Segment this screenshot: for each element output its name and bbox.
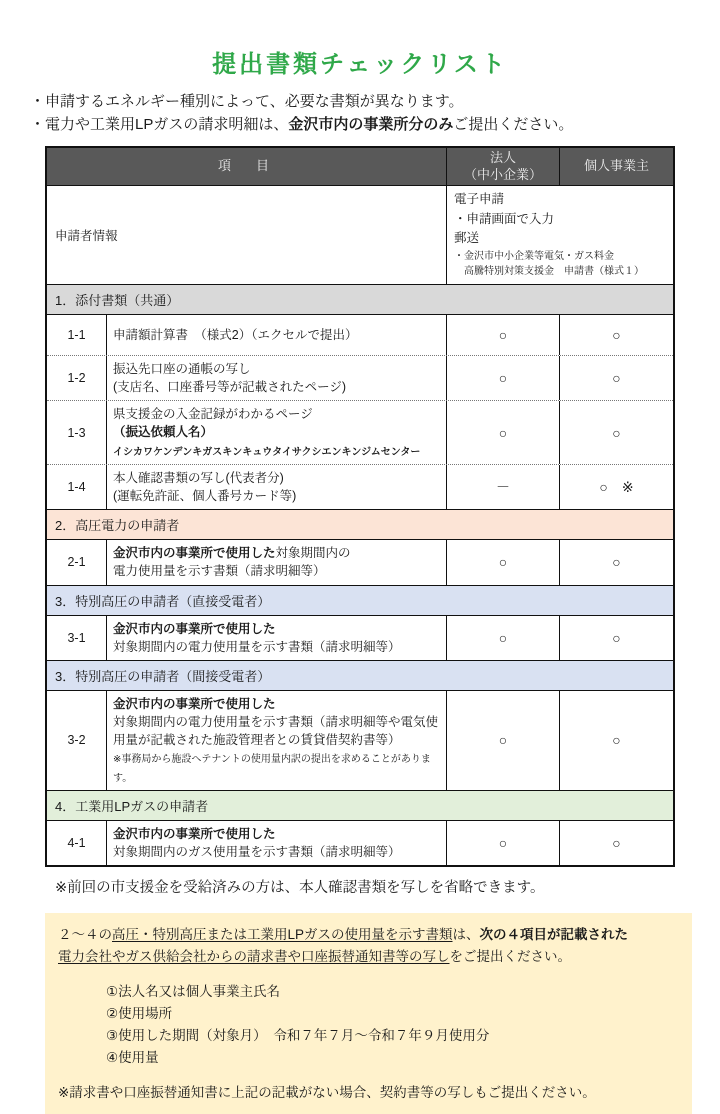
description-line <box>113 825 440 843</box>
notice-line <box>58 1003 679 1025</box>
description-line <box>113 544 440 562</box>
table-sections <box>47 284 673 865</box>
text-segment: 対象期間内のガス使用量を示す書類（請求明細等） <box>113 845 401 860</box>
table-row <box>47 314 673 355</box>
corporation-mark: ○ <box>447 691 560 790</box>
applicant-method-line: 電子申請 <box>454 192 505 207</box>
table-row <box>47 690 673 790</box>
col-header-corporation <box>447 148 560 185</box>
intro-bullet <box>30 91 720 114</box>
text-segment: (運転免許証、個人番号カード等) <box>113 489 297 504</box>
text-segment: 対象期間内の電力使用量を示す書類（請求明細等や電気使用量が記載された施設管理者との賃貸借契約書等） <box>113 714 439 747</box>
section-header: 1．添付書類（共通） <box>47 284 673 314</box>
text-segment: 電力使用量を示す書類（請求明細等） <box>113 564 326 579</box>
row-description <box>107 821 447 865</box>
notice-box <box>45 913 692 1114</box>
row-code: 4-1 <box>47 821 107 865</box>
applicant-method-line: ・金沢市中小企業等電気・ガス料金 <box>454 250 614 262</box>
notice-line <box>58 968 679 981</box>
text-segment: 申請額計算書 （様式2）（エクセルで提出） <box>113 327 358 342</box>
row-code: 1-3 <box>47 401 107 464</box>
text-segment: ※請求書や口座振替通知書に上記の記載がない場合、契約書等の写しもご提出ください。 <box>58 1084 596 1100</box>
description-line <box>113 843 440 861</box>
row-description <box>107 616 447 660</box>
text-segment: （振込依頼人名） <box>113 425 214 440</box>
description-line <box>113 469 440 487</box>
notice-line <box>58 1082 679 1104</box>
notice-line <box>58 946 679 968</box>
text-segment: 金沢市内の事業所分のみ <box>288 115 454 133</box>
text-segment: 金沢市内の事業所で使用した <box>113 696 276 711</box>
notice-line <box>58 1047 679 1069</box>
individual-mark: ○ <box>612 554 621 571</box>
table-row <box>47 464 673 509</box>
text-segment: ※事務局から施設へテナントの使用量内訳の提出を求めることがあります。 <box>113 754 431 784</box>
section-header: 3．特別高圧の申請者（間接受電者） <box>47 660 673 690</box>
text-segment: (支店名、口座番号等が記載されたページ) <box>113 380 347 395</box>
table-row <box>47 820 673 865</box>
individual-mark: ○ <box>612 732 621 749</box>
description-line <box>113 378 440 396</box>
document-page <box>0 44 720 1114</box>
row-description <box>107 356 447 400</box>
text-segment: イシカワケンデンキガスキンキュウタイサクシエンキンジムセンター <box>113 446 421 458</box>
text-segment: は、 <box>452 927 480 943</box>
individual-mark: ○ <box>612 629 621 646</box>
description-line <box>113 562 440 580</box>
applicant-method-line: ・申請画面で入力 <box>454 211 555 226</box>
table-row <box>47 615 673 660</box>
individual-mark: ○ <box>612 327 621 343</box>
corporation-mark: ○ <box>447 356 560 400</box>
footnote: ※前回の市支援金を受給済みの方は、本人確認書類を写しを省略できます。 <box>55 880 545 897</box>
row-description <box>107 315 447 355</box>
row-description <box>107 401 447 464</box>
individual-mark: ○ <box>612 835 621 852</box>
applicant-method-line: 郵送 <box>454 231 480 246</box>
row-description <box>107 540 447 584</box>
text-segment: ②使用場所 <box>106 1005 173 1021</box>
corporation-mark: ○ <box>447 401 560 464</box>
notice-line <box>58 924 679 946</box>
intro-bullet <box>30 114 720 137</box>
description-line <box>113 423 440 441</box>
page-title: 提出書類チェックリスト <box>212 51 508 78</box>
applicant-info-row <box>47 185 673 284</box>
row-code: 1-1 <box>47 315 107 355</box>
text-segment: 金沢市内の事業所で使用した <box>113 546 276 561</box>
corporation-mark: ○ <box>447 821 560 865</box>
text-segment: 金沢市内の事業所で使用した <box>113 827 276 842</box>
table-row <box>47 355 673 400</box>
col-header-item: 項 目 <box>47 148 447 185</box>
row-code: 3-2 <box>47 691 107 790</box>
text-segment: をご提出ください。 <box>449 949 571 965</box>
description-line <box>113 749 440 786</box>
description-line <box>113 442 440 461</box>
section-header: 3．特別高圧の申請者（直接受電者） <box>47 585 673 615</box>
col-header-individual: 個人事業主 <box>583 158 649 174</box>
text-segment: 次の４項目が記載された <box>479 927 629 943</box>
description-line <box>113 487 440 505</box>
section-header: 2．高圧電力の申請者 <box>47 509 673 539</box>
text-segment: 振込先口座の通帳の写し <box>113 362 251 376</box>
applicant-methods <box>447 186 673 284</box>
corporation-mark: ○ <box>447 540 560 584</box>
notice-line <box>58 1069 679 1082</box>
text-segment: ④使用量 <box>106 1049 159 1065</box>
text-segment: 本人確認書類の写し(代表者分) <box>113 471 284 485</box>
text-segment: 電力会社やガス供給会社からの請求書や口座振替通知書等の写し <box>58 949 450 965</box>
text-segment: ・申請するエネルギー種別によって、必要な書類が異なります。 <box>30 93 464 110</box>
text-segment: ご提出ください。 <box>453 115 574 133</box>
corporation-mark: － <box>447 465 560 509</box>
corporation-mark: ○ <box>447 616 560 660</box>
notice-line <box>58 1025 679 1047</box>
text-segment: ・電力や工業用LPガスの請求明細は、 <box>30 115 289 133</box>
row-code: 1-2 <box>47 356 107 400</box>
applicant-info-label: 申請者情報 <box>47 186 447 284</box>
description-line <box>113 326 440 344</box>
applicant-method-line: 高騰特別対策支援金 申請書（様式１） <box>454 266 644 278</box>
description-line <box>113 695 440 713</box>
intro-notes <box>30 91 720 136</box>
description-line <box>113 638 440 656</box>
description-line <box>113 405 440 423</box>
text-segment: 高圧・特別高圧または工業用LPガスの使用量を示す書類 <box>112 927 453 943</box>
description-line <box>113 620 440 638</box>
text-segment: ③使用した期間（対象月） 令和７年７月～令和７年９月使用分 <box>106 1027 490 1043</box>
table-row <box>47 539 673 584</box>
text-segment: 対象期間内の電力使用量を示す書類（請求明細等） <box>113 639 401 654</box>
text-segment: 金沢市内の事業所で使用した <box>113 621 276 636</box>
row-code: 2-1 <box>47 540 107 584</box>
individual-mark: ○ <box>612 424 621 441</box>
row-code: 1-4 <box>47 465 107 509</box>
description-line <box>113 713 440 749</box>
table-row <box>47 400 673 464</box>
notice-line <box>58 981 679 1003</box>
col-header-corporation-label: 法人 <box>489 150 516 166</box>
row-code: 3-1 <box>47 616 107 660</box>
corporation-mark: ○ <box>447 315 560 355</box>
row-description <box>107 465 447 509</box>
table-header-row <box>47 148 673 185</box>
checklist-table <box>45 146 675 867</box>
individual-mark: ○ <box>612 370 621 387</box>
section-header: 4．工業用LPガスの申請者 <box>47 790 673 820</box>
individual-mark: ○ ※ <box>599 479 634 496</box>
row-description <box>107 691 447 790</box>
text-segment: 県支援金の入金記録がわかるページ <box>113 407 313 422</box>
text-segment: ①法人名又は個人事業主氏名 <box>106 984 281 1000</box>
text-segment: 対象期間内の <box>275 546 351 561</box>
description-line <box>113 360 440 378</box>
text-segment: ２～４の <box>58 927 112 943</box>
col-header-corporation-sub: （中小企業） <box>463 166 542 182</box>
